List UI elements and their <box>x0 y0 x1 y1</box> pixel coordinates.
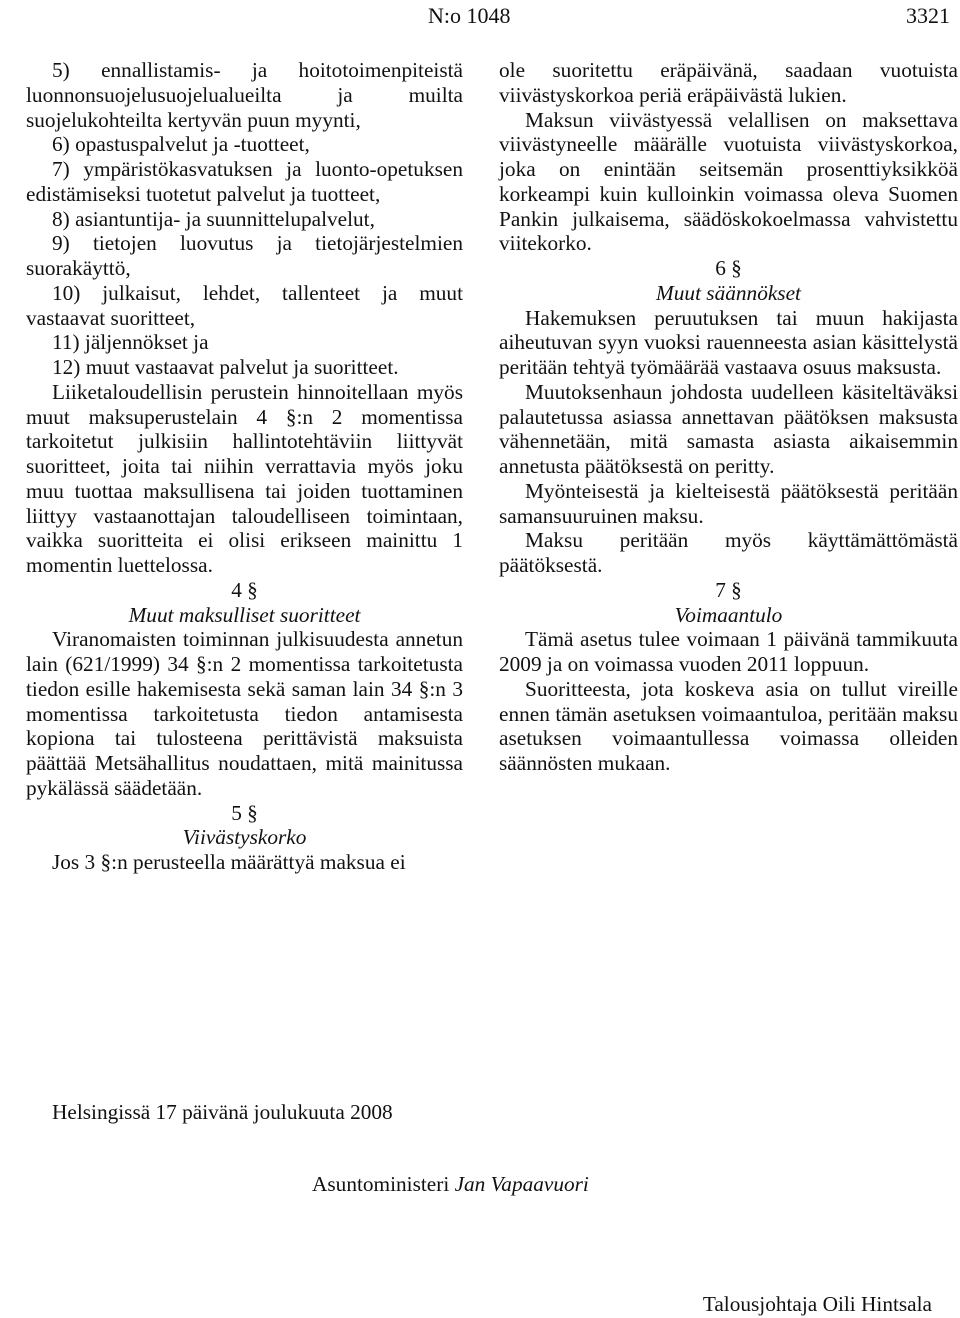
section-6-paragraph: Maksu peritään myös käyttämättömästä päätöksestä. <box>499 528 958 577</box>
page-header <box>0 2 960 32</box>
minister-name: Jan Vapaavuori <box>454 1172 589 1196</box>
section-4-title: Muut maksulliset suoritteet <box>128 602 361 627</box>
section-7-title: Voimaantulo <box>674 602 783 627</box>
section-6-paragraph: Hakemuksen peruutuksen tai muun hakijasta aiheutuvan syyn vuoksi rauenneesta asian käsittelystä peritään tehtyä työmäärää vastaava osuus maksusta. <box>499 305 958 379</box>
closing-paragraph: Liiketaloudellisin perustein hinnoitellaan myös muut maksuperustelain 4 §:n 2 momentissa tarkoitetut julkisiin hallintotehtäviin liittyvät suoritteet, joita tai niihin verrattavia myös joku muu tuottaa maksullisena tai joiden tuottaminen liittyy vastaanottajan taloudelliseen toimintaan, vaikka suoritteita ei olisi erikseen mainittu 1 momentin luettelossa. <box>26 379 463 577</box>
section-6-number: 6 § <box>715 256 742 280</box>
left-column <box>26 58 463 875</box>
section-5-paragraph-start: Jos 3 §:n perusteella määrättyä maksua ei <box>52 850 406 874</box>
list-item: 11) jäljennökset ja <box>52 330 209 355</box>
list-item: 9) tietojen luovutus ja tietojärjestelmien suorakäyttö, <box>26 231 463 280</box>
place-and-date: Helsingissä 17 päivänä joulukuuta 2008 <box>52 1100 393 1124</box>
page-number: 3321 <box>906 3 950 28</box>
list-item: 12) muut vastaavat palvelut ja suoritteet. <box>52 355 399 379</box>
section-5-continuation: ole suoritettu eräpäivänä, saadaan vuotuista viivästyskorkoa periä eräpäivästä lukien. <box>499 58 958 107</box>
section-4-paragraph: Viranomaisten toiminnan julkisuudesta annetun lain (621/1999) 34 §:n 2 momentissa tarkoitetusta tiedon esille hakemisesta sekä saman lain 34 §:n 3 momentissa tarkoitetusta tiedon antamisesta kopiona tai tulosteena perittävistä maksuista päättää Metsähallitus noudattaen, mitä mainitussa pykälässä säädetään. <box>26 627 463 800</box>
section-5-paragraph: Maksun viivästyessä velallisen on maksettava viivästyneelle määrälle vuotuista viivästyskorkoa, joka on enintään seitsemän prosenttiyksikköä korkeampi kuin kulloinkin voimassa oleva Suomen Pankin julkaisema, säädöskokoelmassa vahvistettu viitekorko. <box>499 107 958 256</box>
section-5-title: Viivästyskorko <box>182 825 307 850</box>
list-item: 10) julkaisut, lehdet, tallenteet ja muut vastaavat suoritteet, <box>26 280 463 330</box>
section-7-number: 7 § <box>715 577 742 602</box>
section-7-paragraph: Tämä asetus tulee voimaan 1 päivänä tammikuuta 2009 ja on voimassa vuoden 2011 loppuun. <box>499 627 958 676</box>
section-5-number: 5 § <box>231 800 258 825</box>
list-item: 7) ympäristökasvatuksen ja luonto-opetuksen edistämiseksi tuotetut palvelut ja tuotteet, <box>26 157 463 206</box>
section-4-number: 4 § <box>231 577 258 602</box>
list-item: 5) ennallistamis- ja hoitotoimenpiteistä luonnonsuojelusuojelualueilta ja muilta suojelukohteilta kertyvän puun myynti, <box>26 58 463 132</box>
section-6-title: Muut säännökset <box>656 280 801 305</box>
list-item: 6) opastuspalvelut ja -tuotteet, <box>52 132 310 157</box>
list-item: 8) asiantuntija- ja suunnittelupalvelut, <box>52 206 375 231</box>
right-column <box>499 58 958 776</box>
director-signature: Talousjohtaja Oili Hintsala <box>702 1292 932 1316</box>
minister-signature <box>312 1172 589 1197</box>
section-6-paragraph: Myönteisestä ja kielteisestä päätöksestä peritään samansuuruinen maksu. <box>499 478 958 528</box>
issue-number: N:o 1048 <box>428 3 511 28</box>
section-6-paragraph: Muutoksenhaun johdosta uudelleen käsiteltäväksi palautetussa asiassa annettavan päätöksen maksusta vähennetään, mitä samasta asiasta aikaisemmin annetusta päätöksestä on peritty. <box>499 379 958 478</box>
section-7-paragraph: Suoritteesta, jota koskeva asia on tullut vireille ennen tämän asetuksen voimaantuloa, peritään maksu asetuksen voimaantullessa voimassa olleiden säännösten mukaan. <box>499 676 958 775</box>
minister-title: Asuntoministeri <box>312 1172 450 1196</box>
